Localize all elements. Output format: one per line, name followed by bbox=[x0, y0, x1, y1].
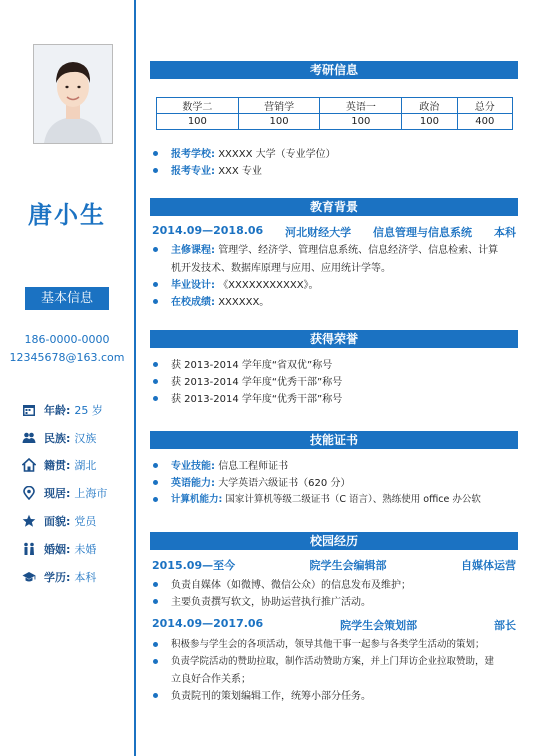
honor-item: 获 2013-2014 学年度“优秀干部”称号 bbox=[171, 377, 343, 388]
value: 国家计算机等级二级证书（C 语言）、熟练使用 office 办公软 bbox=[225, 494, 481, 505]
skill-item bbox=[171, 491, 481, 505]
honor-item: 获 2013-2014 学年度“优秀干部”称号 bbox=[171, 394, 343, 405]
label: 计算机能力: bbox=[171, 494, 223, 505]
honor-item: 获 2013-2014 学年度“省双优”称号 bbox=[171, 360, 333, 371]
edu-courses-cont: 机开发技术、数据库原理与应用、应用统计学等。 bbox=[171, 263, 391, 274]
table-header: 英语一 bbox=[320, 98, 402, 114]
table-header: 政治 bbox=[402, 98, 457, 114]
info-value: 湖北 bbox=[74, 459, 97, 472]
value: XXX 专业 bbox=[218, 166, 262, 177]
bullet bbox=[153, 693, 158, 698]
skill-item bbox=[171, 457, 288, 472]
couple-icon bbox=[22, 542, 36, 556]
exp-item-cont: 立良好合作关系； bbox=[171, 674, 251, 685]
exp-item: 负责自媒体（如微博、微信公众）的信息发布及维护； bbox=[171, 580, 411, 591]
info-label: 面貌: bbox=[44, 515, 71, 528]
exp-period: 2014.09—2017.06 bbox=[152, 617, 264, 630]
table-cell: 100 bbox=[320, 114, 402, 130]
info-value: 未婚 bbox=[74, 543, 97, 556]
bullet bbox=[153, 642, 158, 647]
bullet bbox=[153, 168, 158, 173]
info-education bbox=[22, 568, 96, 586]
table-row bbox=[157, 98, 513, 114]
bullet bbox=[153, 497, 158, 502]
exp-role: 自媒体运营 bbox=[460, 559, 516, 572]
education-header bbox=[152, 224, 516, 240]
bullet bbox=[153, 299, 158, 304]
info-value: 汉族 bbox=[74, 432, 97, 445]
profile-photo bbox=[33, 44, 113, 144]
label: 英语能力: bbox=[171, 478, 215, 489]
location-icon bbox=[22, 486, 36, 500]
exp-item: 积极参与学生会的各项活动，领导其他干事一起参与各类学生活动的策划； bbox=[171, 639, 485, 650]
label: 主修课程: bbox=[171, 245, 215, 256]
info-residence bbox=[22, 484, 107, 502]
value: 大学英语六级证书（620 分） bbox=[218, 478, 351, 489]
exam-score-table bbox=[156, 97, 513, 130]
edu-degree: 本科 bbox=[493, 226, 516, 239]
section-title-honors: 获得荣誉 bbox=[150, 330, 518, 348]
campus-exp1-header bbox=[152, 557, 516, 573]
person-name: 唐小生 bbox=[28, 201, 106, 229]
value: XXXXXX。 bbox=[218, 297, 270, 308]
info-value: 25 岁 bbox=[74, 404, 103, 417]
bullet bbox=[153, 599, 158, 604]
info-label: 婚姻: bbox=[44, 543, 71, 556]
table-cell: 100 bbox=[238, 114, 320, 130]
exp-org: 院学生会编辑部 bbox=[309, 559, 387, 572]
edu-courses bbox=[171, 241, 498, 256]
label: 专业技能: bbox=[171, 461, 215, 472]
label: 毕业设计: bbox=[171, 280, 215, 291]
calendar-icon bbox=[22, 403, 36, 417]
info-label: 年龄: bbox=[44, 404, 71, 417]
info-politics bbox=[22, 512, 96, 530]
bullet bbox=[153, 659, 158, 664]
info-ethnicity bbox=[22, 429, 96, 447]
exam-school bbox=[171, 145, 336, 160]
info-marital bbox=[22, 540, 96, 558]
bullet bbox=[153, 247, 158, 252]
edu-school: 河北财经大学 bbox=[285, 226, 352, 239]
bullet bbox=[153, 463, 158, 468]
section-title-skills: 技能证书 bbox=[150, 431, 518, 449]
info-label: 学历: bbox=[44, 571, 71, 584]
edu-major: 信息管理与信息系统 bbox=[373, 226, 473, 239]
graduation-cap-icon bbox=[22, 570, 36, 584]
edu-design bbox=[171, 276, 319, 291]
bullet bbox=[153, 582, 158, 587]
section-title-education: 教育背景 bbox=[150, 198, 518, 216]
value: XXXXX 大学（专业学位） bbox=[218, 149, 336, 160]
section-title-exam: 考研信息 bbox=[150, 61, 518, 79]
table-cell: 400 bbox=[457, 114, 512, 130]
table-header: 营销学 bbox=[238, 98, 320, 114]
info-hometown bbox=[22, 456, 96, 474]
section-title-campus: 校园经历 bbox=[150, 532, 518, 550]
bullet bbox=[153, 362, 158, 367]
star-icon bbox=[22, 514, 36, 528]
label: 在校成绩: bbox=[171, 297, 215, 308]
bullet bbox=[153, 282, 158, 287]
table-header: 数学二 bbox=[157, 98, 239, 114]
people-icon bbox=[22, 431, 36, 445]
exp-item: 负责学院活动的赞助拉取，制作活动赞助方案，并上门拜访企业拉取赞助，建 bbox=[171, 656, 495, 667]
info-label: 现居: bbox=[44, 487, 71, 500]
value: 信息工程师证书 bbox=[218, 461, 289, 472]
label: 报考专业: bbox=[171, 166, 215, 177]
email: 12345678@163.com bbox=[9, 351, 125, 364]
info-value: 本科 bbox=[74, 571, 97, 584]
exp-item: 负责院刊的策划编辑工作，统筹小部分任务。 bbox=[171, 691, 371, 702]
bullet bbox=[153, 379, 158, 384]
exam-major bbox=[171, 162, 262, 177]
table-row bbox=[157, 114, 513, 130]
exp-period: 2015.09—至今 bbox=[152, 559, 236, 572]
label: 报考学校: bbox=[171, 149, 215, 160]
value: 管理学、经济学、管理信息系统、信息经济学、信息检索、计算 bbox=[218, 245, 499, 256]
home-icon bbox=[22, 458, 36, 472]
bullet bbox=[153, 151, 158, 156]
info-value: 上海市 bbox=[74, 487, 108, 500]
info-label: 民族: bbox=[44, 432, 71, 445]
bullet bbox=[153, 480, 158, 485]
skill-item bbox=[171, 474, 350, 489]
bullet bbox=[153, 396, 158, 401]
phone: 186-0000-0000 bbox=[24, 333, 110, 346]
edu-period: 2014.09—2018.06 bbox=[152, 224, 264, 237]
exp-item: 主要负责撰写软文，协助运营执行推广活动。 bbox=[171, 597, 371, 608]
table-header: 总分 bbox=[457, 98, 512, 114]
value: 《XXXXXXXXXXX》。 bbox=[218, 280, 319, 291]
exp-role: 部长 bbox=[493, 619, 516, 632]
info-value: 党员 bbox=[74, 515, 97, 528]
table-cell: 100 bbox=[402, 114, 457, 130]
campus-exp2-header bbox=[152, 617, 516, 633]
table-cell: 100 bbox=[157, 114, 239, 130]
exp-org: 院学生会策划部 bbox=[340, 619, 418, 632]
basic-info-title: 基本信息 bbox=[25, 287, 109, 310]
info-label: 籍贯: bbox=[44, 459, 71, 472]
info-age bbox=[22, 401, 103, 419]
edu-grade bbox=[171, 293, 269, 308]
